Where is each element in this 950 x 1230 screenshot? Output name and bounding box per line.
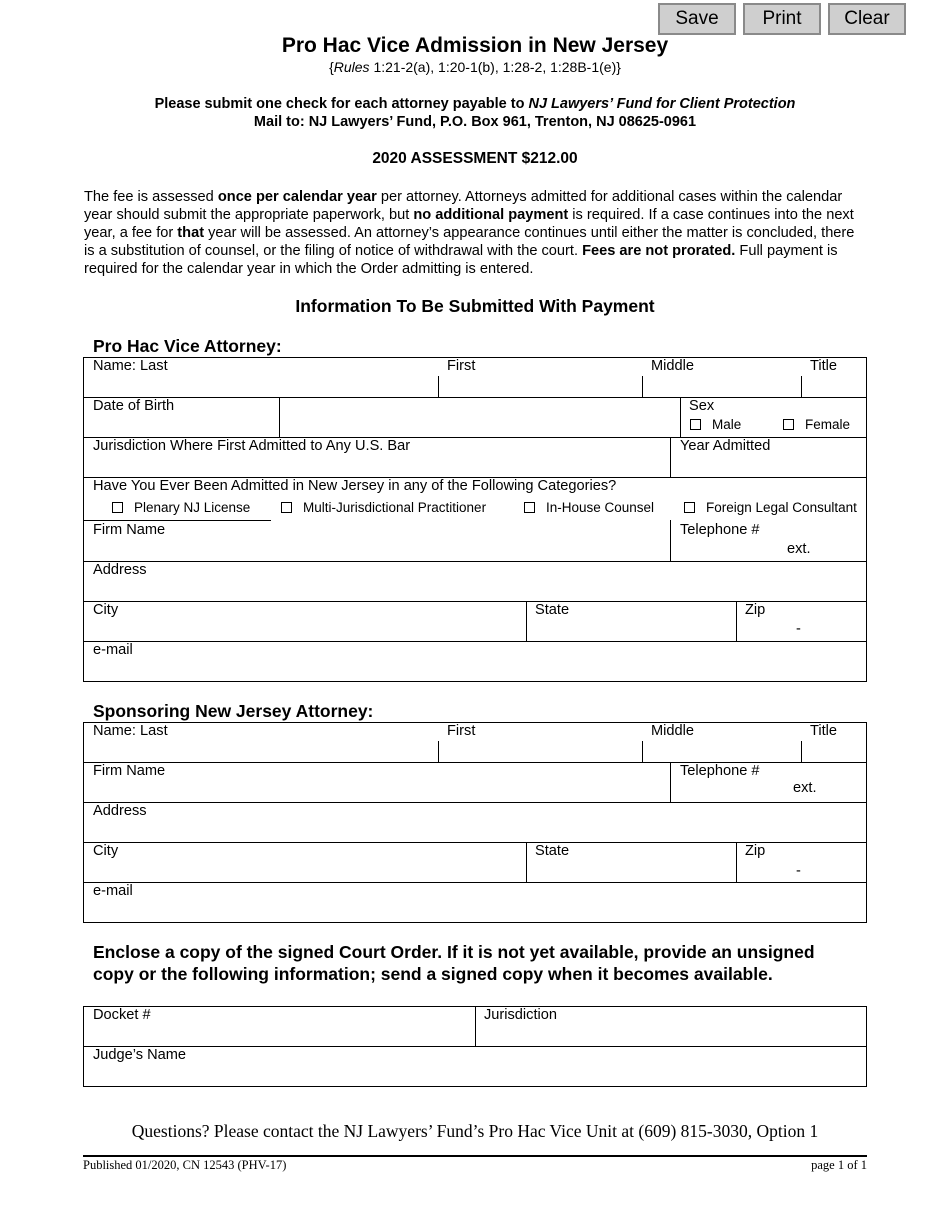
phv-dob-input[interactable]	[280, 398, 679, 436]
phv-ext-input[interactable]	[815, 540, 866, 560]
sponsor-firm-name-label: Firm Name	[93, 763, 166, 779]
sponsor-zip-dash: -	[796, 863, 801, 879]
phv-divider	[83, 641, 867, 642]
phv-middle-label: Middle	[651, 358, 694, 374]
sponsor-ext-label: ext.	[793, 780, 817, 796]
phv-jurisdiction-input[interactable]	[84, 456, 669, 476]
phv-ext-label: ext.	[787, 541, 811, 557]
sponsor-zip-input[interactable]	[737, 861, 794, 881]
assessment-amount: 2020 ASSESSMENT $212.00	[372, 150, 578, 167]
phv-sex-label: Sex	[689, 398, 715, 414]
phv-middle-name-input[interactable]	[643, 376, 800, 396]
phv-firm-name-label: Firm Name	[93, 522, 166, 538]
multi-jurisdictional-checkbox[interactable]	[281, 502, 292, 513]
payment-instructions	[0, 95, 950, 131]
sponsor-divider	[83, 882, 867, 883]
rules-italic: Rules	[333, 59, 370, 75]
phv-zip-dash: -	[796, 621, 801, 637]
phv-categories-question: Have You Ever Been Admitted in New Jersey in any of the Following Categories?	[93, 478, 617, 494]
phv-male-checkbox[interactable]	[690, 419, 701, 430]
phv-firm-name-input[interactable]	[84, 540, 669, 560]
phv-city-label: City	[93, 602, 119, 618]
sponsor-middle-label: Middle	[651, 723, 694, 739]
plenary-license-checkbox[interactable]	[112, 502, 123, 513]
sponsor-title-input[interactable]	[802, 741, 866, 761]
form-title: Pro Hac Vice Admission in New Jersey	[281, 34, 669, 57]
fee-bold-4: Fees are not prorated.	[582, 243, 736, 259]
sponsor-state-input[interactable]	[527, 861, 735, 881]
rules-text: 1:21-2(a), 1:20-1(b), 1:28-2, 1:28B-1(e)}	[369, 59, 621, 75]
sponsor-title-label: Title	[810, 723, 838, 739]
contact-questions: Questions? Please contact the NJ Lawyers’ Fund’s Pro Hac Vice Unit at (609) 815-3030, Option 1	[131, 1121, 819, 1141]
sponsor-ext-input[interactable]	[820, 781, 866, 801]
fee-text-2: per attorney. Attorneys admitted for additional cases within the calendar year should submit the appropriate paperwork, but	[84, 189, 843, 223]
rules-citation	[0, 59, 950, 75]
phv-dob-label: Date of Birth	[93, 398, 175, 414]
fee-bold-1: once per calendar year	[217, 189, 377, 205]
sponsor-telephone-input[interactable]	[671, 781, 789, 801]
sponsor-middle-name-input[interactable]	[643, 741, 800, 761]
phv-sex-sep	[680, 397, 681, 437]
foreign-legal-consultant-checkbox[interactable]	[684, 502, 695, 513]
phv-telephone-label: Telephone #	[680, 522, 760, 538]
mailing-address: Mail to: NJ Lawyers’ Fund, P.O. Box 961, Trenton, NJ 08625-0961	[253, 114, 697, 130]
phv-female-checkbox[interactable]	[783, 419, 794, 430]
fee-text-4: year will be assessed. An attorney’s appearance continues until either the matter is concluded, there is a substitution of counsel, or the filing of notice of withdrawal with the court.	[84, 225, 855, 259]
info-heading: Information To Be Submitted With Payment	[295, 296, 655, 316]
sponsor-first-name-input[interactable]	[439, 741, 641, 761]
multi-jurisdictional-label: Multi-Jurisdictional Practitioner	[303, 500, 487, 515]
sponsor-email-input[interactable]	[84, 901, 866, 921]
sponsor-last-name-input[interactable]	[84, 741, 437, 761]
sponsor-telephone-label: Telephone #	[680, 763, 760, 779]
sponsor-zip4-input[interactable]	[806, 861, 866, 881]
phv-year-admitted-label: Year Admitted	[680, 438, 771, 454]
phv-zip4-input[interactable]	[806, 620, 866, 640]
judge-name-label: Judge’s Name	[93, 1047, 187, 1063]
sponsor-name-last-label: Name: Last	[93, 723, 168, 739]
phv-email-label: e-mail	[93, 642, 133, 658]
phv-section-heading: Pro Hac Vice Attorney:	[93, 336, 282, 356]
in-house-counsel-checkbox[interactable]	[524, 502, 535, 513]
phv-state-input[interactable]	[527, 620, 735, 640]
plenary-license-label: Plenary NJ License	[134, 500, 251, 515]
print-button[interactable]: Print	[743, 3, 821, 35]
phv-last-name-input[interactable]	[84, 376, 437, 396]
sponsor-section-heading: Sponsoring New Jersey Attorney:	[93, 701, 374, 721]
sponsor-zip-label: Zip	[745, 843, 766, 859]
phv-state-label: State	[535, 602, 570, 618]
sponsor-divider	[83, 802, 867, 803]
fee-paragraph	[84, 188, 866, 278]
phv-title-input[interactable]	[802, 376, 866, 396]
in-house-counsel-label: In-House Counsel	[546, 500, 655, 515]
court-order-instructions: Enclose a copy of the signed Court Order. If it is not yet available, provide an unsigned copy or the following information; send a signed copy when it becomes available.	[93, 942, 815, 984]
footer-rule	[83, 1155, 867, 1157]
phv-name-last-label: Name: Last	[93, 358, 168, 374]
fee-text-1: The fee is assessed	[84, 189, 218, 205]
phv-email-input[interactable]	[84, 660, 866, 680]
court-order-divider	[83, 1046, 867, 1047]
phv-year-admitted-input[interactable]	[671, 456, 866, 476]
sponsor-city-label: City	[93, 843, 119, 859]
phv-divider	[83, 520, 271, 521]
phv-title-label: Title	[810, 358, 838, 374]
sponsor-first-label: First	[447, 723, 476, 739]
phv-address-label: Address	[93, 562, 147, 578]
page-number: page 1 of 1	[811, 1158, 867, 1172]
phv-jurisdiction-label: Jurisdiction Where First Admitted to Any U.S. Bar	[93, 438, 411, 454]
published-info: Published 01/2020, CN 12543 (PHV-17)	[83, 1158, 287, 1172]
court-jurisdiction-input[interactable]	[476, 1025, 866, 1045]
phv-first-label: First	[447, 358, 476, 374]
docket-label: Docket #	[93, 1007, 151, 1023]
phv-zip-label: Zip	[745, 602, 766, 618]
judge-name-input[interactable]	[84, 1065, 866, 1085]
phv-divider	[83, 561, 867, 562]
phv-female-label: Female	[805, 417, 851, 432]
court-jurisdiction-label: Jurisdiction	[484, 1007, 557, 1023]
phv-telephone-input[interactable]	[671, 540, 783, 560]
rules-open: {	[329, 59, 334, 75]
foreign-legal-consultant-label: Foreign Legal Consultant	[706, 500, 857, 515]
clear-button[interactable]: Clear	[828, 3, 906, 35]
payment-line-1	[0, 95, 950, 113]
phv-male-label: Male	[712, 417, 742, 432]
fee-text-3: is required. If a case continues into the next year, a fee for	[84, 207, 854, 241]
fee-bold-2: no additional payment	[413, 207, 569, 223]
docket-input[interactable]	[84, 1025, 474, 1045]
sponsor-city-input[interactable]	[84, 861, 525, 881]
phv-city-input[interactable]	[84, 620, 525, 640]
phv-zip-input[interactable]	[737, 620, 794, 640]
phv-first-name-input[interactable]	[439, 376, 641, 396]
sponsor-address-input[interactable]	[84, 821, 866, 841]
sponsor-firm-name-input[interactable]	[84, 781, 669, 801]
sponsor-address-label: Address	[93, 803, 147, 819]
payee-name: NJ Lawyers’ Fund for Client Protection	[528, 96, 796, 112]
sponsor-email-label: e-mail	[93, 883, 133, 899]
save-button[interactable]: Save	[658, 3, 736, 35]
fee-text-5: Full payment is required for the calendar year in which the Order admitting is entered.	[84, 243, 838, 277]
fee-bold-3: that	[177, 225, 205, 241]
sponsor-state-label: State	[535, 843, 570, 859]
phv-address-input[interactable]	[84, 580, 866, 600]
payment-prefix: Please submit one check for each attorney payable to	[154, 96, 529, 112]
